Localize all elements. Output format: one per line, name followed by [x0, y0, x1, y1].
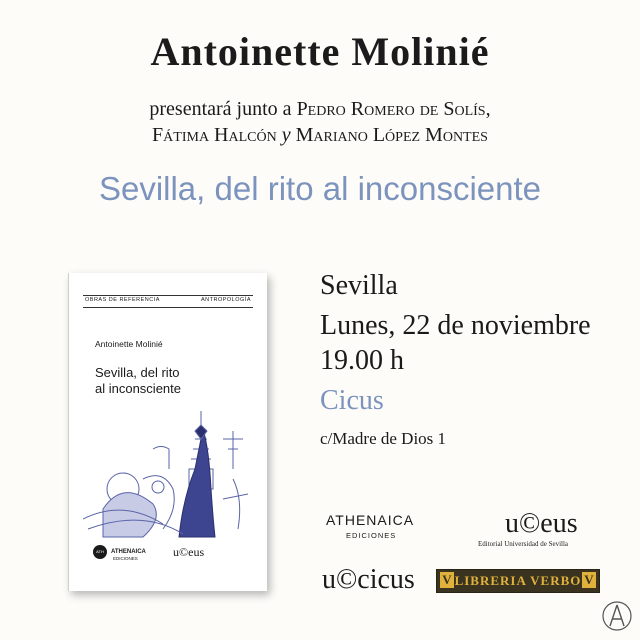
cover-category-left: OBRAS DE REFERENCIA: [85, 297, 160, 303]
eus-logo: u©eus: [505, 508, 578, 539]
cover-rule-bottom: [83, 307, 253, 308]
cover-category-right: ANTROPOLOGÍA: [200, 297, 251, 303]
book-title-heading: Sevilla, del rito al inconsciente: [98, 170, 542, 207]
event-address: c/Madre de Dios 1: [320, 429, 447, 448]
verbo-mark-left: V: [440, 572, 454, 588]
cover-author: Antoinette Molinié: [95, 339, 163, 349]
compass-logo-icon: [601, 600, 633, 632]
cover-rule-top: [83, 295, 253, 296]
presenter-name-2: Fátima Halcón: [152, 124, 277, 146]
presents-prefix: presentará junto a: [149, 98, 297, 120]
cover-publisher-athenaica: ATHENAICA: [111, 549, 146, 555]
athenaica-logo: ATHENAICA: [326, 512, 415, 528]
presenter-name-3: Mariano López Montes: [295, 124, 488, 146]
cover-illustration: [83, 409, 255, 539]
presenters-line-1: [0, 98, 640, 121]
author-name: Antoinette Molinié: [150, 29, 490, 74]
athenaica-logo-sub: EDICIONES: [346, 531, 397, 540]
cover-publisher-athenaica-sub: EDICIONES: [113, 556, 138, 561]
presenters-conjunction: y: [276, 124, 296, 146]
event-city: Sevilla: [320, 270, 398, 301]
eus-logo-sub: Editorial Universidad de Sevilla: [478, 540, 569, 548]
cover-title-line-1: Sevilla, del rito: [95, 365, 180, 380]
verbo-mark-right: V: [582, 572, 596, 588]
cover-athenaica-mark: ATH: [93, 545, 107, 559]
event-time: 19.00 h: [320, 345, 404, 376]
verbo-logo-text: LIBRERIA VERBO: [454, 573, 582, 588]
presenter-name-1: Pedro Romero de Solís,: [296, 98, 491, 120]
presenters-line-2: [0, 124, 640, 147]
cover-title-line-2: al inconsciente: [95, 381, 181, 396]
event-venue: Cicus: [320, 385, 384, 416]
libreria-verbo-logo: [436, 569, 600, 593]
cicus-logo: u©cicus: [322, 564, 415, 595]
event-date: Lunes, 22 de noviembre: [320, 310, 591, 341]
book-cover: [68, 273, 267, 591]
cover-publisher-eus: u©eus: [173, 545, 205, 559]
